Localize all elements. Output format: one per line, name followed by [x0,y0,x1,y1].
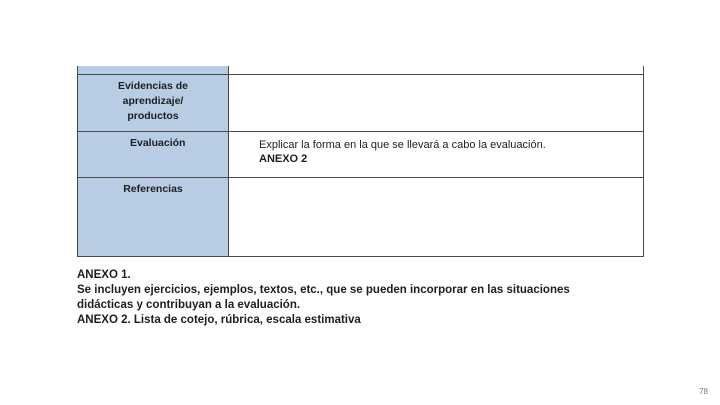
annex-1-heading: ANEXO 1. [77,269,131,281]
table-row-continuation [78,66,644,75]
referencias-label: Referencias [123,183,183,195]
evaluacion-content-text: Explicar la forma en la que se llevará a cabo la evaluación. [259,139,546,151]
content-cell-continuation [229,66,644,75]
label-cell-continuation [78,66,229,75]
content-cell-evidencias [229,75,644,132]
label-cell-evidencias [78,75,229,132]
page-number: 78 [699,387,708,396]
table-row-evaluacion [78,132,644,178]
evidencias-label-line-2: aprendizaje/ [122,95,184,107]
annex-1-description-line-1: Se incluyen ejercicios, ejemplos, textos, etc., que se pueden incorporar en las situaciones [77,284,570,296]
content-cell-evaluacion [229,132,644,178]
label-cell-referencias [78,178,229,257]
annex-notes [77,268,637,328]
evidencias-label-line-3: productos [127,110,179,122]
evaluacion-label: Evaluación [130,137,186,149]
label-cell-evaluacion [78,132,229,178]
annex-1-description-line-2: didácticas y contribuyan a la evaluación. [77,299,301,311]
evidencias-label-line-1: Evidencias de [117,80,189,92]
planning-table [77,66,644,257]
annex-2-description: ANEXO 2. Lista de cotejo, rúbrica, escala estimativa [77,314,361,326]
table-row-evidencias [78,75,644,132]
evaluacion-content-annex: ANEXO 2 [259,153,308,165]
content-cell-referencias [229,178,644,257]
table-row-referencias [78,178,644,257]
